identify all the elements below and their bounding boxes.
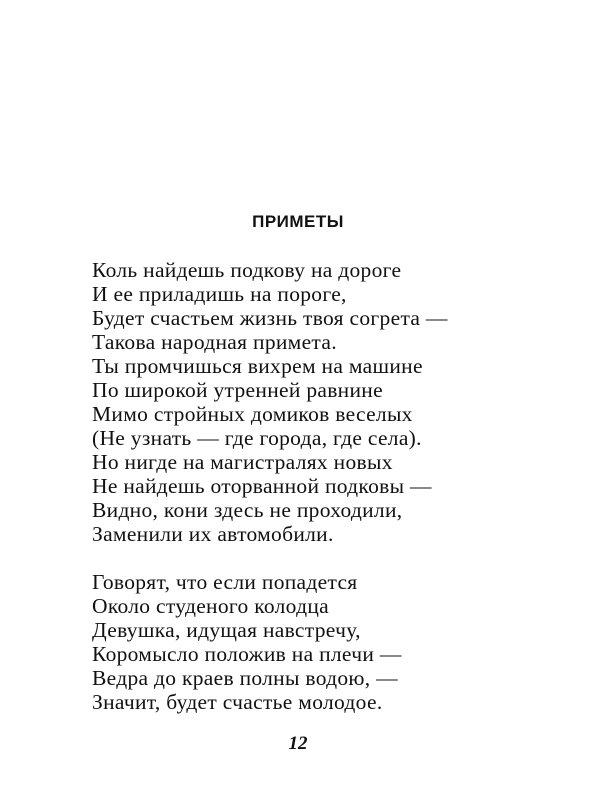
poem-line: Значит, будет счастье молодое.	[92, 690, 383, 714]
stanza-1	[92, 258, 448, 546]
poem-line: Коль найдешь подкову на дороге	[92, 258, 402, 282]
poem-line: Будет счастьем жизнь твоя согрета —	[92, 306, 448, 330]
poem-line: Ты промчишься вихрем на машине	[92, 354, 423, 378]
poem-line: (Не узнать — где города, где села).	[92, 426, 422, 450]
poem-line: Девушка, идущая навстречу,	[92, 618, 361, 642]
poem-line: Мимо стройных домиков веселых	[92, 402, 413, 426]
poem-line: По широкой утренней равнине	[92, 378, 383, 402]
poem-line: Видно, кони здесь не проходили,	[92, 498, 403, 522]
stanza-2	[92, 570, 402, 714]
page-number: 12	[288, 733, 308, 754]
poem-line: И ее приладишь на пороге,	[92, 282, 347, 306]
poem-line: Такова народная примета.	[92, 330, 337, 354]
poem-title: ПРИМЕТЫ	[252, 212, 344, 231]
poem-line: Заменили их автомобили.	[92, 522, 334, 546]
poem-line: Ведра до краев полны водою, —	[92, 666, 398, 690]
poem-line: Не найдешь оторванной подковы —	[92, 474, 432, 498]
poem-line: Но нигде на магистралях новых	[92, 450, 393, 474]
poem-line: Коромысло положив на плечи —	[92, 642, 402, 666]
poem-line: Около студеного колодца	[92, 594, 329, 618]
poem-line: Говорят, что если попадется	[92, 570, 358, 594]
